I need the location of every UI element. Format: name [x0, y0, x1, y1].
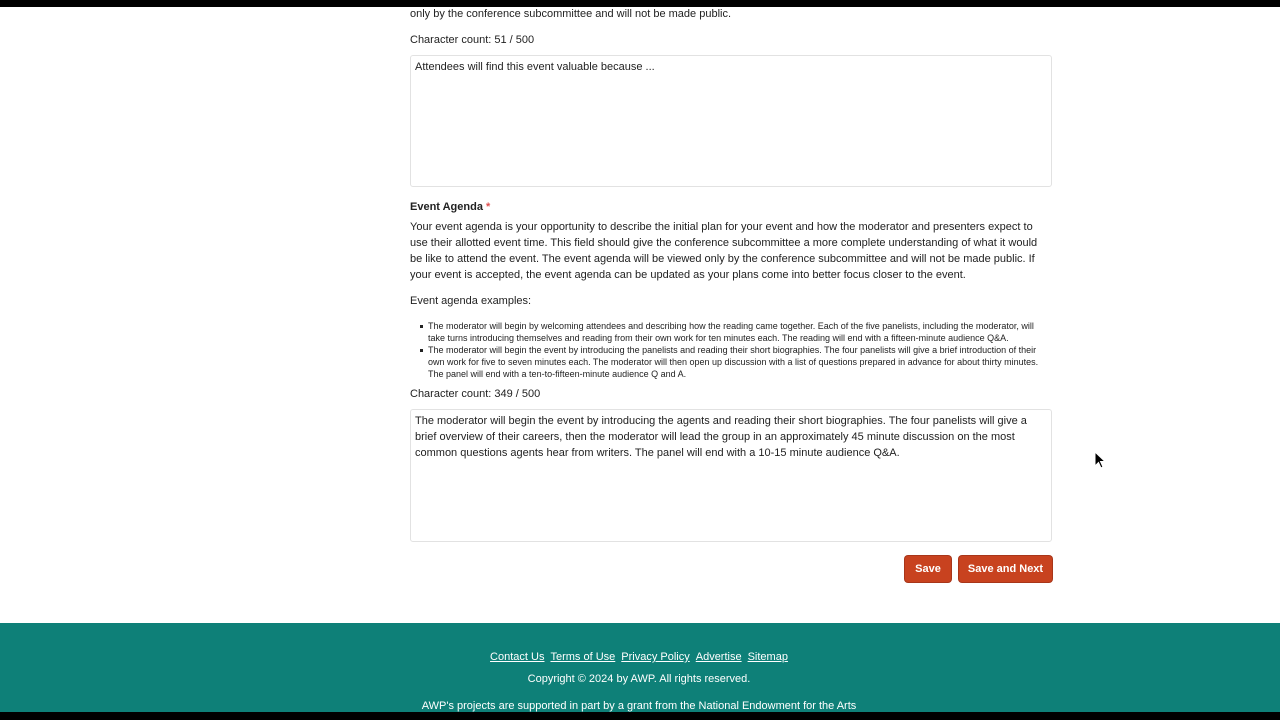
advertise-link[interactable]: Advertise — [695, 651, 742, 663]
required-marker: * — [486, 201, 491, 213]
save-and-next-button[interactable]: Save and Next — [959, 556, 1052, 582]
label-text: Event Agenda — [410, 201, 483, 213]
terms-of-use-link[interactable]: Terms of Use — [550, 651, 616, 663]
sitemap-link[interactable]: Sitemap — [747, 651, 788, 663]
examples-list — [428, 320, 1048, 380]
event-agenda-description: Your event agenda is your opportunity to describe the initial plan for your event and how the moderator and presenters expect to use their allotted event time. This field should give the conference subcommittee a more complete understanding of what it would be like to attend the event. The event agenda will be viewed only by the conference subcommittee and will not be made public. If your event is accepted, the event agenda can be updated as your plans come into better focus closer to the event. — [410, 221, 1038, 281]
footer-links — [0, 651, 1278, 663]
event-agenda-label — [410, 201, 1052, 213]
site-footer — [0, 623, 1280, 720]
grant-notice: AWP's projects are supported in part by a grant from the National Endowment for the Arts — [421, 700, 857, 712]
privacy-policy-link[interactable]: Privacy Policy — [621, 651, 690, 663]
bottom-letterbox — [0, 712, 1280, 720]
event-value-textarea[interactable]: Attendees will find this event valuable because ... — [410, 55, 1052, 187]
mouse-cursor-icon — [1094, 451, 1106, 469]
contact-us-link[interactable]: Contact Us — [490, 651, 545, 663]
save-button[interactable]: Save — [905, 556, 951, 582]
list-item: The moderator will begin the event by introducing the panelists and reading their short biographies. The four panelists will give a brief introduction of their own work for five to seven minutes each. The moderator will then open up discussion with a list of questions prepared in advance for about thirty minutes. The panel will end with a ten-to-fifteen-minute audience Q and A. — [428, 344, 1048, 380]
list-item: The moderator will begin by welcoming attendees and describing how the reading came together. Each of the five panelists, including the moderator, will take turns introducing themselves and reading from their own work for ten minutes each. The reading will end with a fifteen-minute audience Q&A. — [428, 320, 1048, 344]
top-letterbox — [0, 0, 1280, 7]
field-note: only by the conference subcommittee and will not be made public. — [410, 8, 732, 20]
agenda-character-count: Character count: 349 / 500 — [410, 388, 541, 400]
examples-label: Event agenda examples: — [410, 295, 532, 307]
copyright: Copyright © 2024 by AWP. All rights reserved. — [527, 673, 751, 685]
event-agenda-textarea[interactable]: The moderator will begin the event by introducing the agents and reading their short biographies. The four panelists will give a brief overview of their careers, then the moderator will lead the group in an approximately 45 minute discussion on the most common questions agents hear from writers. The panel will end with a 10-15 minute audience Q&A. — [410, 409, 1052, 542]
value-character-count: Character count: 51 / 500 — [410, 34, 535, 46]
